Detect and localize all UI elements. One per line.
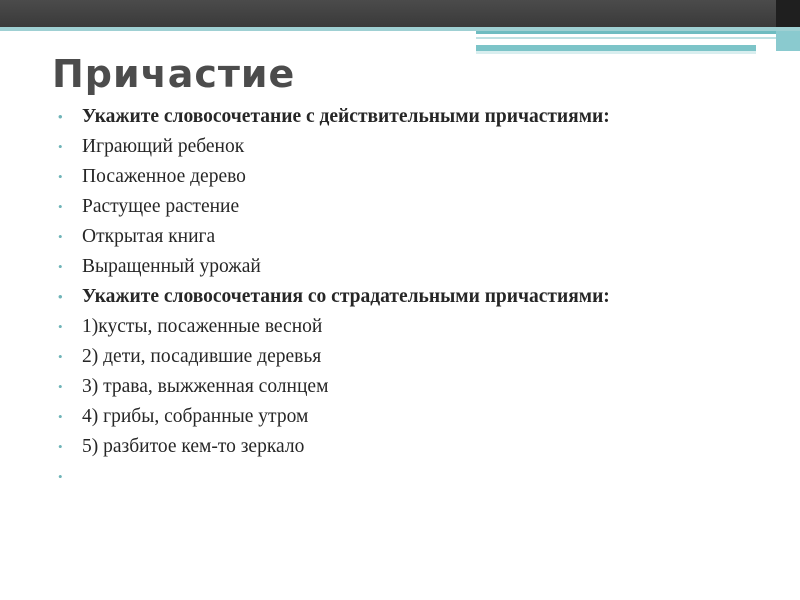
list-item	[56, 255, 756, 279]
list-item	[56, 315, 756, 339]
accent-stripe	[476, 51, 756, 54]
bullet-list	[56, 105, 756, 495]
list-item-text: Посаженное дерево	[82, 166, 246, 187]
bullet-icon: •	[58, 229, 63, 244]
list-item-text: 3) трава, выжженная солнцем	[82, 376, 329, 397]
bullet-icon: •	[58, 139, 63, 154]
list-item	[56, 105, 756, 129]
slide-title: Причастие	[52, 52, 296, 96]
list-item-text: Открытая книга	[82, 226, 216, 247]
list-item-text: 1)кусты, посаженные весной	[82, 316, 323, 337]
top-banner-end	[776, 0, 800, 27]
accent-stripe	[776, 31, 800, 51]
accent-stripe	[476, 31, 776, 34]
list-item-text: Выращенный урожай	[82, 256, 261, 277]
bullet-icon: •	[58, 289, 63, 304]
list-item	[56, 405, 756, 429]
list-item-text: Растущее растение	[82, 196, 240, 217]
list-item	[56, 285, 756, 309]
bullet-icon: •	[58, 169, 63, 184]
list-item	[56, 195, 756, 219]
bullet-icon: •	[58, 469, 63, 484]
list-item	[56, 225, 756, 249]
list-item-text: Играющий ребенок	[82, 136, 245, 157]
list-item-text: Укажите словосочетания со страдательными причастиями:	[82, 286, 610, 307]
list-item	[56, 375, 756, 399]
list-item	[56, 465, 756, 489]
list-item-text: 5) разбитое кем-то зеркало	[82, 436, 305, 457]
accent-stripe	[476, 37, 800, 39]
bullet-icon: •	[58, 409, 63, 424]
list-item-text: 2) дети, посадившие деревья	[82, 346, 322, 367]
bullet-icon: •	[58, 349, 63, 364]
list-item	[56, 165, 756, 189]
list-item-text: Укажите словосочетание с действительными причастиями:	[82, 106, 610, 127]
list-item	[56, 435, 756, 459]
bullet-icon: •	[58, 439, 63, 454]
bullet-icon: •	[58, 379, 63, 394]
bullet-icon: •	[58, 319, 63, 334]
list-item-text: 4) грибы, собранные утром	[82, 406, 309, 427]
bullet-icon: •	[58, 109, 63, 124]
bullet-icon: •	[58, 259, 63, 274]
bullet-icon: •	[58, 199, 63, 214]
list-item	[56, 345, 756, 369]
list-item	[56, 135, 756, 159]
top-banner	[0, 0, 800, 27]
